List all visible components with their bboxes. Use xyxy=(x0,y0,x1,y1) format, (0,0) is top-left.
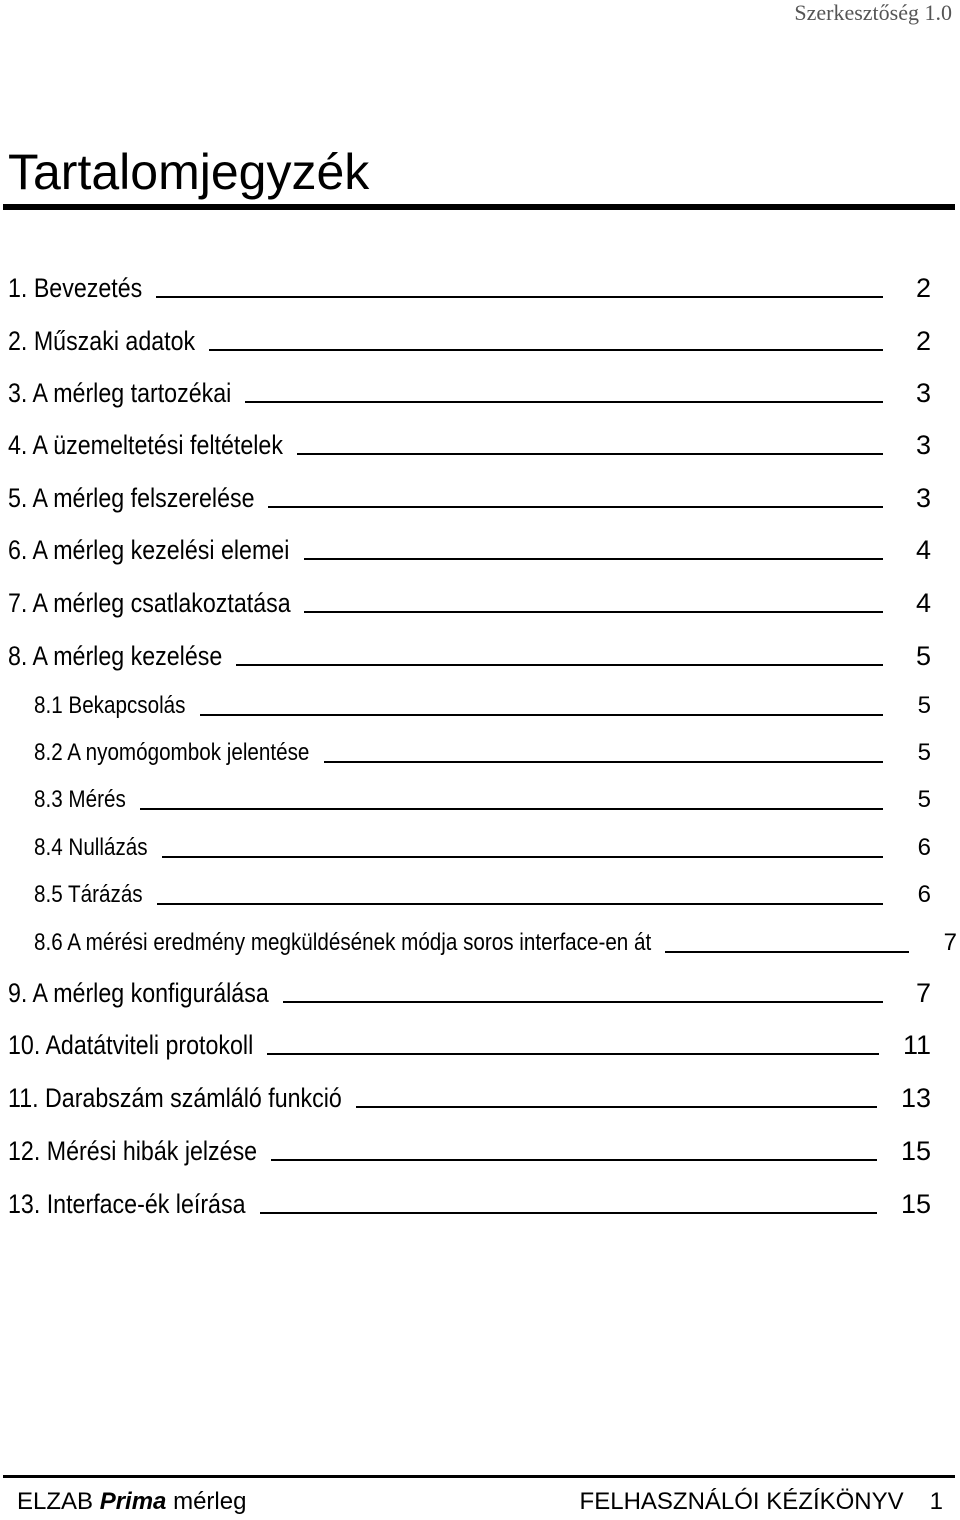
toc-entry[interactable] xyxy=(34,776,931,816)
toc-entry[interactable] xyxy=(34,871,931,911)
toc-entry[interactable] xyxy=(34,824,931,864)
toc-entry-leader xyxy=(356,1106,877,1108)
toc-entry[interactable] xyxy=(8,1180,931,1220)
toc-entry[interactable] xyxy=(8,526,931,566)
toc-entry-title: 6. A mérleg kezelési elemei xyxy=(8,535,290,565)
toc-title: Tartalomjegyzék xyxy=(8,144,370,200)
footer-doc-type: FELHASZNÁLÓI KÉZÍKÖNYV xyxy=(579,1488,904,1515)
toc-entry-leader xyxy=(245,401,883,403)
toc-entry-page: 2 xyxy=(915,326,931,356)
toc-entry-title: 13. Interface-ék leírása xyxy=(8,1189,246,1219)
toc-entry-title: 1. Bevezetés xyxy=(8,273,143,303)
toc-entry-title: 5. A mérleg felszerelése xyxy=(8,483,255,513)
page-footer xyxy=(17,1488,943,1516)
toc-entry-page: 5 xyxy=(917,739,931,766)
toc-entry-title: 4. A üzemeltetési feltételek xyxy=(8,430,283,460)
toc-entry-leader xyxy=(140,808,884,810)
toc-entry-page: 5 xyxy=(915,641,931,671)
toc-entry-leader xyxy=(162,856,883,858)
toc-entry[interactable] xyxy=(8,1021,931,1061)
footer-product: mérleg xyxy=(173,1488,247,1515)
edition-label: Szerkesztőség 1.0 xyxy=(794,0,952,25)
toc-entry-page: 3 xyxy=(915,430,931,460)
footer-brand: ELZAB xyxy=(17,1488,94,1515)
toc-entry-title: 9. A mérleg konfigurálása xyxy=(8,978,269,1008)
toc-entry-title: 12. Mérési hibák jelzése xyxy=(8,1136,258,1166)
toc-entry[interactable] xyxy=(8,421,931,461)
toc-entry-title: 11. Darabszám számláló funkció xyxy=(8,1083,342,1113)
toc-entry-page: 3 xyxy=(915,483,931,513)
toc-entry-page: 5 xyxy=(917,786,931,813)
toc-entry-page: 5 xyxy=(917,692,931,719)
toc-entry[interactable] xyxy=(8,264,931,304)
toc-entry[interactable] xyxy=(8,1127,931,1167)
toc-entry[interactable] xyxy=(8,369,931,409)
toc-entry-title: 8.4 Nullázás xyxy=(34,834,148,861)
toc-entry[interactable] xyxy=(8,632,931,672)
footer-model: Prima xyxy=(99,1488,167,1515)
toc-entry-page: 6 xyxy=(917,881,931,908)
toc-entry-leader xyxy=(271,1159,877,1161)
toc-entry-title: 7. A mérleg csatlakoztatása xyxy=(8,588,291,618)
toc-entry-title: 8.6 A mérési eredmény megküldésének módja soros interface-en át xyxy=(34,929,652,956)
toc-entry-page: 3 xyxy=(915,378,931,408)
toc-entry-leader xyxy=(236,664,883,666)
toc-entry-title: 3. A mérleg tartozékai xyxy=(8,378,232,408)
toc-entry-title: 8.1 Bekapcsolás xyxy=(34,692,186,719)
toc-entry-leader xyxy=(260,1212,877,1214)
footer-rule xyxy=(3,1475,955,1478)
toc-entry-leader xyxy=(157,903,883,905)
toc-entry-leader xyxy=(268,506,883,508)
footer-right xyxy=(580,1488,943,1516)
toc-entry[interactable] xyxy=(34,729,931,769)
toc-entry-page: 15 xyxy=(900,1189,931,1219)
toc-entry-page: 7 xyxy=(915,978,931,1008)
toc-entry-page: 7 xyxy=(943,929,957,956)
toc-entry[interactable] xyxy=(34,919,957,959)
toc-entry-title: 10. Adatátviteli protokoll xyxy=(8,1030,254,1060)
footer-page-number: 1 xyxy=(929,1488,943,1515)
toc-entry-title: 2. Műszaki adatok xyxy=(8,326,196,356)
toc-entry-page: 15 xyxy=(900,1136,931,1166)
toc-entry-page: 4 xyxy=(915,535,931,565)
toc-entry-leader xyxy=(304,558,883,560)
toc-entry-page: 2 xyxy=(915,273,931,303)
title-rule xyxy=(3,204,955,210)
toc-entry-title: 8.2 A nyomógombok jelentése xyxy=(34,739,310,766)
toc-entry-leader xyxy=(324,761,883,763)
toc-entry-leader xyxy=(283,1001,883,1003)
toc-entry-leader xyxy=(304,611,883,613)
toc-entry-title: 8. A mérleg kezelése xyxy=(8,641,223,671)
toc-entry-leader xyxy=(665,951,909,953)
toc-entry[interactable] xyxy=(8,1074,931,1114)
toc-entry-page: 6 xyxy=(917,834,931,861)
toc-entry-title: 8.3 Mérés xyxy=(34,786,126,813)
toc-entry-leader xyxy=(200,714,883,716)
toc-entry[interactable] xyxy=(8,579,931,619)
toc-entry[interactable] xyxy=(34,682,931,722)
footer-left xyxy=(17,1488,246,1516)
toc-entry-title: 8.5 Tárázás xyxy=(34,881,143,908)
toc-entry-page: 13 xyxy=(900,1083,931,1113)
toc-entry-leader xyxy=(297,453,883,455)
toc-entry[interactable] xyxy=(8,474,931,514)
toc-entry-leader xyxy=(156,296,883,298)
toc-entry-leader xyxy=(209,349,883,351)
toc-entry-leader xyxy=(267,1053,879,1055)
toc-entry[interactable] xyxy=(8,969,931,1009)
toc-entry-page: 4 xyxy=(915,588,931,618)
toc-entry[interactable] xyxy=(8,317,931,357)
toc-entry-page: 11 xyxy=(902,1030,931,1060)
